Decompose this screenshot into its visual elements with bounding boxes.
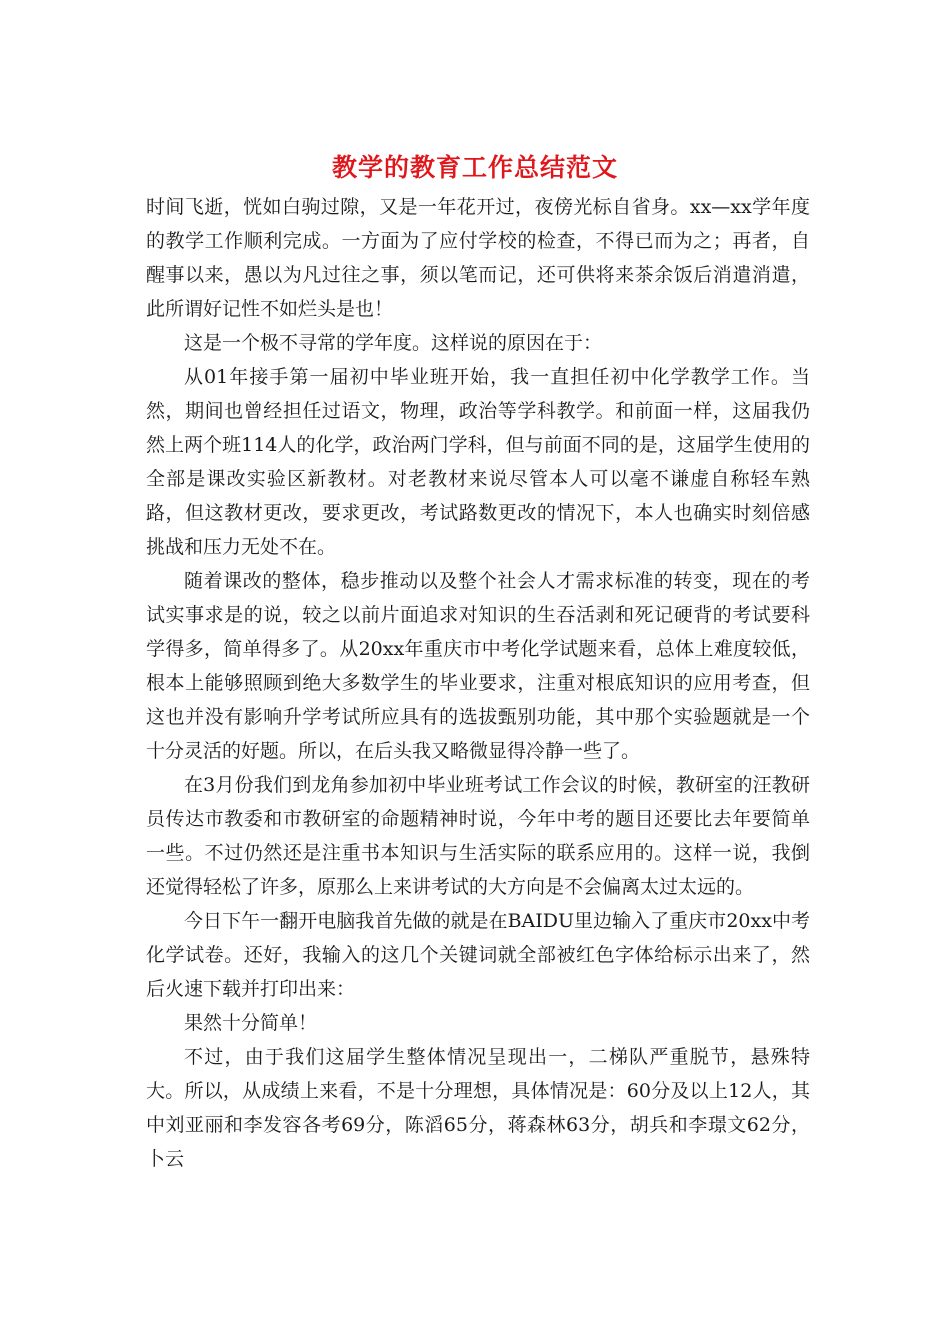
paragraph-unusual-year: 这是一个极不寻常的学年度。这样说的原因在于： (184, 332, 603, 354)
document-title: 教学的教育工作总结范文 (331, 153, 618, 182)
paragraph-simple: 果然十分简单！ (184, 1012, 318, 1034)
paragraph-march-meeting: 在3月份我们到龙角参加初中毕业班考试工作会议的时候，教研室的汪教研员传达市教委和市教研室的命题精神时说，今年中考的题目还要比去年要简单一些。不过仍然还是注重书本知识与生活实际的联系应用的。这样一说，我倒还觉得轻松了许多，原那么上来讲考试的大方向是不会偏离太过太远的。 (146, 774, 810, 898)
paragraph-intro: 时间飞逝，恍如白驹过隙，又是一年花开过，夜傍光标自省身。xx—xx学年度的教学工作顺利完成。一方面为了应付学校的检查，不得已而为之；再者，自醒事以来，愚以为凡过往之事，须以笔而记，还可供将来茶余饭后消遣消遣，此所谓好记性不如烂头是也！ (146, 196, 810, 320)
document-body (146, 190, 810, 1176)
paragraph-exam-download: 今日下午一翻开电脑我首先做的就是在BAIDU里边输入了重庆市20xx中考化学试卷。还好，我输入的这几个关键词就全部被红色字体给标示出来了，然后火速下载并打印出来： (146, 910, 810, 1000)
paragraph-results: 不过，由于我们这届学生整体情况呈现出一，二梯队严重脱节，悬殊特大。所以，从成绩上来看，不是十分理想，具体情况是：60分及以上12人，其中刘亚丽和李发容各考69分，陈滔65分，蒋森林63分，胡兵和李璟文62分，卜云 (146, 1046, 810, 1170)
paragraph-teaching-history: 从01年接手第一届初中毕业班开始，我一直担任初中化学教学工作。当然，期间也曾经担任过语文，物理，政治等学科教学。和前面一样，这届我仍然上两个班114人的化学，政治两门学科，但与前面不同的是，这届学生使用的全部是课改实验区新教材。对老教材来说尽管本人可以毫不谦虚自称轻车熟路，但这教材更改，要求更改，考试路数更改的情况下，本人也确实时刻倍感挑战和压力无处不在。 (146, 366, 810, 558)
paragraph-curriculum-reform: 随着课改的整体，稳步推动以及整个社会人才需求标准的转变，现在的考试实事求是的说，较之以前片面追求对知识的生吞活剥和死记硬背的考试要科学得多，简单得多了。从20xx年重庆市中考化学试题来看，总体上难度较低，根本上能够照顾到绝大多数学生的毕业要求，注重对根底知识的应用考查，但这也并没有影响升学考试所应具有的选拔甄别功能，其中那个实验题就是一个十分灵活的好题。所以，在后头我又略微显得冷静一些了。 (146, 570, 810, 762)
